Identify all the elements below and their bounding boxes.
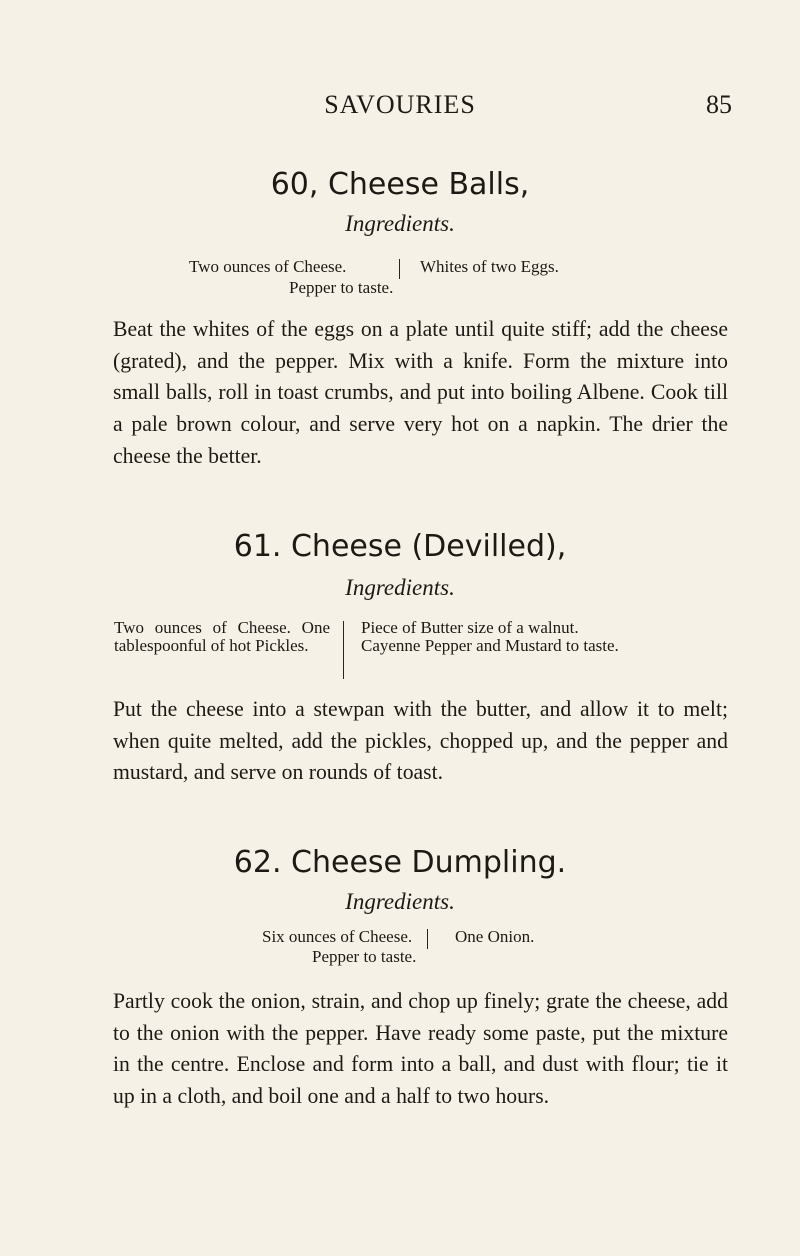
page-number: 85 (706, 90, 732, 119)
recipe-61-ingredient-right: Piece of Butter size of a walnut. Cayenne Pepper and Mustard to taste. (361, 618, 619, 655)
recipe-61-ingredients-heading: Ingredients. (345, 575, 455, 600)
running-head (0, 90, 800, 130)
recipe-61-method: Put the cheese into a stewpan with the butter, and allow it to melt; when quite melted, add the pickles, chopped up, and the pepper and mustard, and serve on rounds of toast. (113, 697, 728, 785)
recipe-60-ingredient-divider (399, 259, 400, 279)
recipe-60-ingredient-center: Pepper to taste. (289, 278, 394, 297)
recipe-61-ingredient-left: Two ounces of Cheese. One tablespoonful of hot Pickles. (114, 618, 330, 655)
recipe-62-ingredient-right: One Onion. (455, 927, 535, 946)
recipe-61-title: 61. Cheese (Devilled), (233, 529, 567, 564)
recipe-62-ingredients-heading: Ingredients. (345, 889, 455, 914)
recipe-62-title: 62. Cheese Dumpling. (233, 845, 567, 880)
recipe-60-method: Beat the whites of the eggs on a plate until quite stiff; add the cheese (grated), and the pepper. Mix with a knife. Form the mixture into small balls, roll in toast crumbs, and put into boiling Albene. Cook till a pale brown colour, and serve very hot on a napkin. The drier the cheese the better. (113, 317, 728, 468)
recipe-60-ingredients-heading: Ingredients. (345, 211, 455, 236)
recipe-60-title: 60, Cheese Balls, (270, 167, 530, 202)
recipe-62-ingredient-left: Six ounces of Cheese. (262, 927, 413, 946)
running-title: SAVOURIES (324, 90, 476, 119)
recipe-62-ingredient-center: Pepper to taste. (312, 947, 417, 966)
recipe-61-ingredient-divider (343, 621, 344, 679)
recipe-60-ingredient-right: Whites of two Eggs. (420, 257, 559, 276)
recipe-62-ingredient-divider (427, 929, 428, 949)
recipe-60-ingredient-left: Two ounces of Cheese. (189, 257, 347, 276)
recipe-62-method: Partly cook the onion, strain, and chop up finely; grate the cheese, add to the onion with the pepper. Have ready some paste, put the mixture in the centre. Enclose and form into a ball, and dust with flour; tie it up in a cloth, and boil one and a half to two hours. (113, 989, 728, 1109)
